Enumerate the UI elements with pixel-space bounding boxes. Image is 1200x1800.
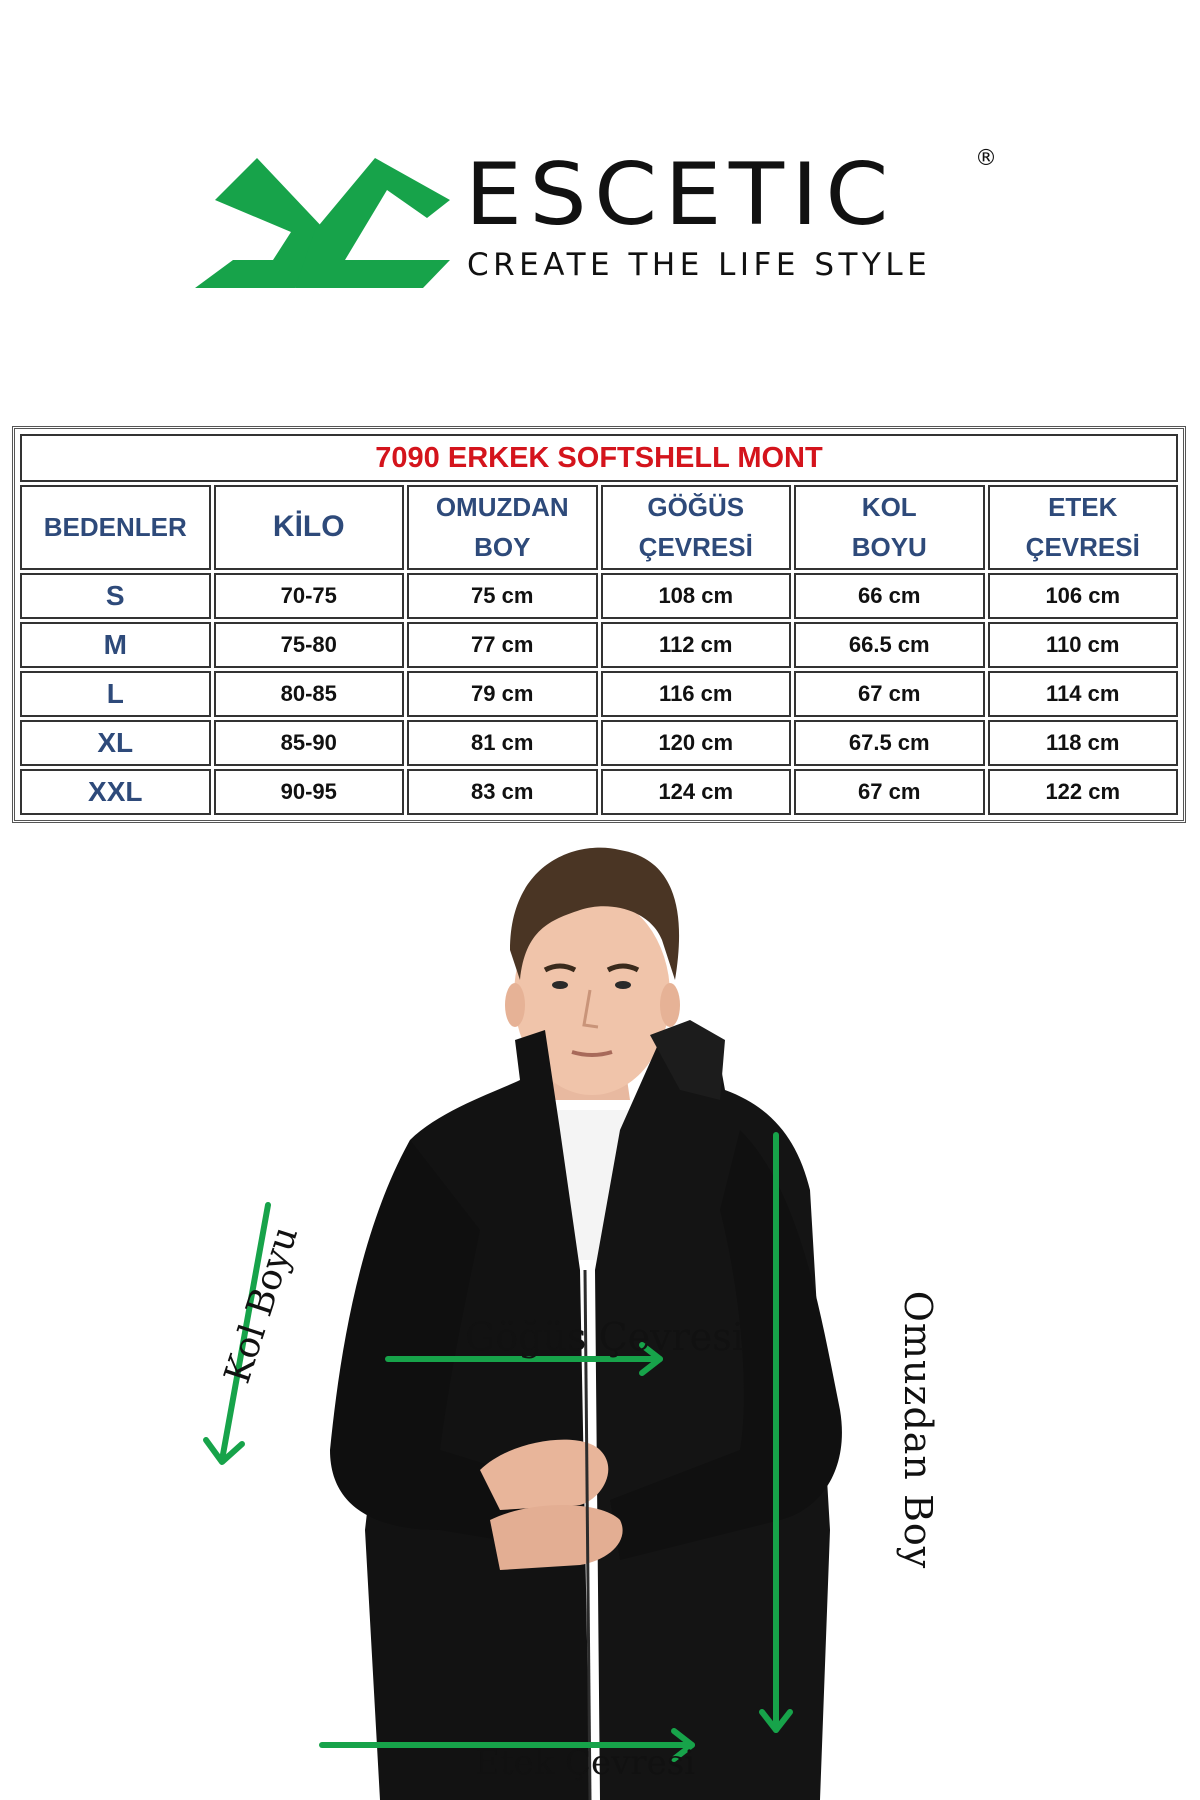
etek-cevresi-cell: 118 cm <box>988 720 1179 766</box>
header-omuzdan-boy <box>407 485 598 570</box>
size-cell: M <box>20 622 211 668</box>
table-header-row <box>20 485 1178 570</box>
gogus-cevresi-label: Göğüs Çevresi <box>465 1315 744 1359</box>
etek-cevresi-cell: 106 cm <box>988 573 1179 619</box>
header-kilo <box>214 485 405 570</box>
brand-tagline: CREATE THE LIFE STYLE <box>467 247 932 283</box>
header-kol-boyu <box>794 485 985 570</box>
brand-name: ESCETIC <box>465 145 896 245</box>
table-row <box>20 720 1178 766</box>
header-gogus-cevresi <box>601 485 792 570</box>
kilo-cell: 75-80 <box>214 622 405 668</box>
header-etek-cevresi <box>988 485 1179 570</box>
size-table-frame <box>12 426 1186 823</box>
header-label: ETEK <box>1048 492 1118 522</box>
gogus-cevresi-cell: 112 cm <box>601 622 792 668</box>
size-cell: XL <box>20 720 211 766</box>
registered-mark: ® <box>975 146 997 171</box>
header-bedenler <box>20 485 211 570</box>
kol-boyu-cell: 67.5 cm <box>794 720 985 766</box>
etek-cevresi-cell: 110 cm <box>988 622 1179 668</box>
table-row <box>20 769 1178 815</box>
omuzdan-boy-cell: 83 cm <box>407 769 598 815</box>
header-label: KİLO <box>272 510 345 544</box>
size-table <box>17 431 1181 818</box>
table-title: 7090 ERKEK SOFTSHELL MONT <box>20 434 1178 482</box>
table-row <box>20 622 1178 668</box>
gogus-cevresi-cell: 124 cm <box>601 769 792 815</box>
gogus-cevresi-cell: 116 cm <box>601 671 792 717</box>
omuzdan-boy-cell: 81 cm <box>407 720 598 766</box>
kilo-cell: 70-75 <box>214 573 405 619</box>
size-cell: S <box>20 573 211 619</box>
kol-boyu-cell: 67 cm <box>794 769 985 815</box>
header-label: OMUZDAN <box>435 492 569 522</box>
header-label: BEDENLER <box>43 512 187 543</box>
etek-cevresi-label: Etek Çevresi <box>475 1743 696 1783</box>
size-cell: XXL <box>20 769 211 815</box>
gogus-cevresi-cell: 120 cm <box>601 720 792 766</box>
omuzdan-boy-cell: 75 cm <box>407 573 598 619</box>
header-label: BOY <box>474 532 531 563</box>
kol-boyu-cell: 66.5 cm <box>794 622 985 668</box>
table-row <box>20 671 1178 717</box>
gogus-cevresi-cell: 108 cm <box>601 573 792 619</box>
header-label: ÇEVRESİ <box>1025 532 1140 563</box>
size-cell: L <box>20 671 211 717</box>
etek-cevresi-cell: 114 cm <box>988 671 1179 717</box>
escetic-logo-mark-icon <box>195 158 450 288</box>
kol-boyu-cell: 66 cm <box>794 573 985 619</box>
kilo-cell: 85-90 <box>214 720 405 766</box>
header-label: KOL <box>861 492 917 522</box>
omuzdan-boy-label: Omuzdan Boy <box>896 1290 940 1570</box>
header-label: GÖĞÜS <box>647 492 745 522</box>
omuzdan-boy-cell: 79 cm <box>407 671 598 717</box>
etek-cevresi-cell: 122 cm <box>988 769 1179 815</box>
header-label: BOYU <box>851 532 927 563</box>
table-row <box>20 573 1178 619</box>
header-label: ÇEVRESİ <box>638 532 753 563</box>
omuzdan-boy-cell: 77 cm <box>407 622 598 668</box>
kilo-cell: 80-85 <box>214 671 405 717</box>
kol-boyu-cell: 67 cm <box>794 671 985 717</box>
kol-boyu-label: Kol Boyu <box>216 1221 307 1389</box>
kilo-cell: 90-95 <box>214 769 405 815</box>
brand-logo <box>195 145 1015 298</box>
table-title-row <box>20 434 1178 482</box>
